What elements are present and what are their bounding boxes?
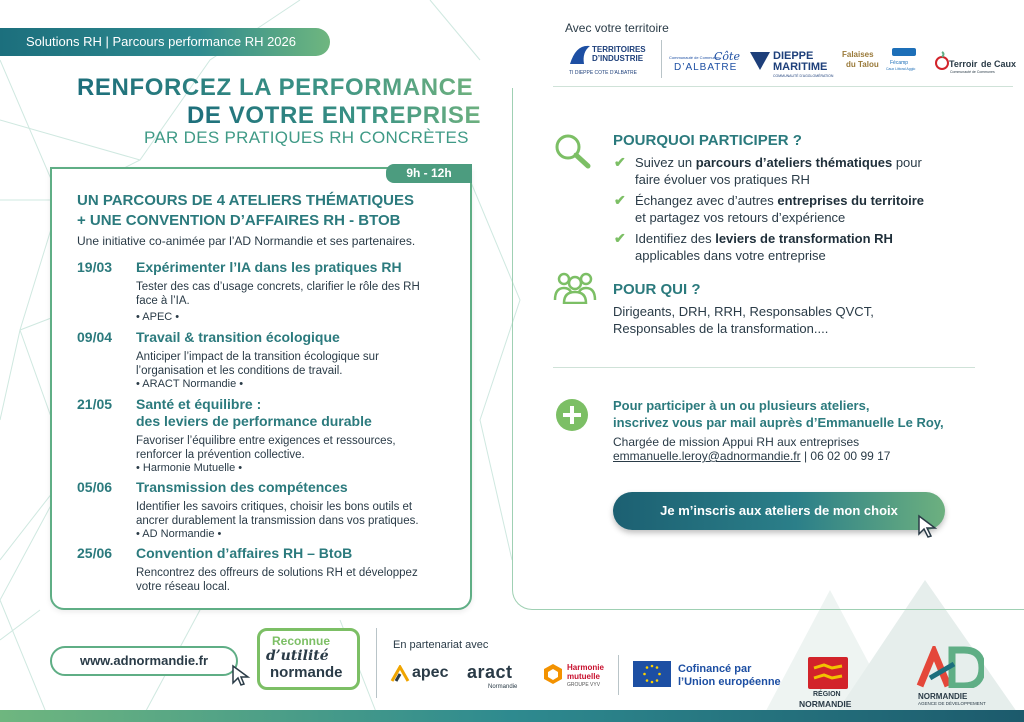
region-text-2: NORMANDIE [799, 699, 852, 709]
aract-sub: Normandie [488, 684, 518, 690]
territory-logo-2-l1: Côte [714, 50, 740, 63]
workshop-title-2: des leviers de performance durable [136, 413, 372, 429]
territory-logo-6-l2: de Caux [981, 59, 1017, 69]
divider [553, 86, 1013, 87]
workshop-desc-1: Favoriser l’équilibre entre exigences et ressources, [136, 435, 396, 447]
headline-line-2: DE VOTRE ENTREPRISE [187, 102, 482, 129]
workshop-desc-1: Tester des cas d’usage concrets, clarifier le rôle des RH [136, 281, 420, 293]
ad-text-2: AGENCE DE DÉVELOPPEMENT [918, 701, 986, 706]
why-bullet-3: Identifiez des leviers de transformation RH [635, 231, 893, 246]
terroir-de-caux-icon [935, 50, 949, 72]
territory-logo-4-l1: Falaises [842, 50, 874, 59]
check-icon: ✔ [614, 154, 626, 170]
why-bullet-2-line2: et partagez vos retours d’expérience [635, 210, 846, 225]
headline-line-1: RENFORCEZ LA PERFORMANCE [77, 74, 474, 101]
territory-logo-4-l2: du Talou [846, 60, 879, 69]
workshop-desc-2: l’organisation et les conditions de travail. [136, 365, 343, 377]
eu-cofinance-text-1: Cofinancé par [678, 663, 752, 675]
contact-role: Chargée de mission Appui RH aux entreprises [613, 435, 860, 449]
magnifier-icon [553, 132, 593, 170]
territory-logo-5-l1: Fécamp [890, 60, 909, 66]
divider [661, 40, 662, 78]
top-banner: Solutions RH | Parcours performance RH 2026 [0, 28, 330, 56]
territory-logo-2-l3: Communauté de Communes [669, 55, 721, 60]
workshop-desc-2: renforcer la prévention collective. [136, 449, 305, 461]
territory-label: Avec votre territoire [565, 21, 669, 35]
website-link[interactable]: www.adnormandie.fr [50, 646, 238, 676]
fecamp-logo-icon [892, 48, 916, 56]
harmonie-logo-icon [542, 663, 564, 685]
apec-logo-icon [390, 665, 410, 683]
apec-logo: apec [412, 664, 449, 681]
ad-text-1: NORMANDIE [918, 692, 968, 701]
badge-text-1: Reconnue [272, 634, 331, 648]
workshop-desc-2: face à l’IA. [136, 295, 190, 307]
territory-logo-1-l2: D’INDUSTRIE [592, 54, 644, 63]
contact-details [613, 449, 890, 463]
harmonie-text-2: mutuelle [567, 672, 600, 681]
divider [376, 628, 377, 698]
workshop-partner: • ARACT Normandie • [136, 378, 244, 390]
workshop-date: 21/05 [77, 396, 113, 412]
divider [553, 367, 975, 368]
why-bullet-2: Échangez avec d’autres entreprises du territoire [635, 193, 925, 208]
eu-cofinance-text-2: l’Union européenne [678, 676, 781, 688]
check-icon: ✔ [614, 230, 626, 246]
card-subtitle: Une initiative co-animée par l’AD Normandie et ses partenaires. [77, 234, 416, 248]
workshop-desc-2: ancrer durablement la transmission dans vos pratiques. [136, 515, 419, 527]
people-group-icon [553, 270, 597, 304]
headline-line-3: PAR DES PRATIQUES RH CONCRÈTES [144, 128, 469, 147]
why-bullet-3-line2: applicables dans votre entreprise [635, 248, 826, 263]
workshop-desc-1: Rencontrez des offreurs de solutions RH et développez [136, 567, 418, 579]
register-button[interactable]: Je m’inscris aux ateliers de mon choix [613, 492, 945, 530]
aract-logo: aract [467, 662, 513, 682]
workshop-partner: • APEC • [136, 311, 180, 323]
contact-email-link[interactable]: emmanuelle.leroy@adnormandie.fr [613, 449, 801, 463]
why-bullet-1: Suivez un parcours d’ateliers thématiques pour [635, 155, 922, 170]
why-bullet-1-line2: faire évoluer vos pratiques RH [635, 172, 810, 187]
card-heading-1: UN PARCOURS DE 4 ATELIERS THÉMATIQUES [77, 192, 414, 209]
why-heading: POURQUOI PARTICIPER ? [613, 132, 802, 149]
workshop-date: 19/03 [77, 259, 113, 275]
workshop-date: 25/06 [77, 545, 113, 561]
contact-heading-1: Pour participer à un ou plusieurs ateliers, [613, 398, 870, 413]
territory-logo-1-l1: TERRITOIRES [592, 45, 646, 54]
who-heading: POUR QUI ? [613, 281, 701, 298]
bottom-gradient-bar [0, 710, 1024, 722]
workshop-desc-1: Identifier les savoirs critiques, choisir les bons outils et [136, 501, 413, 513]
plus-icon [555, 398, 589, 432]
territory-logo-1-l3: TI DIEPPE COTE D’ALBATRE [569, 70, 637, 76]
region-text-1: RÉGION [813, 691, 841, 698]
who-line-2: Responsables de la transformation.... [613, 321, 829, 336]
workshop-date: 09/04 [77, 329, 113, 345]
territory-logo-2-l2: D’ALBATRE [674, 62, 738, 73]
contact-phone: | 06 02 00 99 17 [800, 449, 891, 463]
workshop-title: Expérimenter l’IA dans les pratiques RH [136, 259, 402, 275]
time-badge: 9h - 12h [386, 164, 472, 183]
territory-logo-5-l2: Caux Littoral Agglo [886, 67, 916, 71]
card-heading-2: + UNE CONVENTION D’AFFAIRES RH - BTOB [77, 212, 401, 229]
territoires-industrie-icon [568, 42, 592, 68]
partners-label: En partenariat avec [393, 639, 489, 651]
ad-normandie-logo-icon [916, 646, 984, 688]
territory-logo-3-l2: MARITIME [773, 61, 828, 73]
workshop-title: Transmission des compétences [136, 479, 348, 495]
dieppe-maritime-icon [750, 52, 770, 70]
harmonie-text-1: Harmonie [567, 663, 604, 672]
harmonie-text-3: GROUPE VYV [567, 682, 601, 688]
territory-logo-6-l1: Terroir [949, 59, 978, 69]
territory-logo-3-l1: DIEPPE [773, 50, 814, 62]
cursor-icon [230, 664, 252, 688]
divider [618, 655, 619, 695]
workshop-partner: • AD Normandie • [136, 528, 222, 540]
workshop-date: 05/06 [77, 479, 113, 495]
check-icon: ✔ [614, 192, 626, 208]
workshop-title: Travail & transition écologique [136, 329, 340, 345]
workshop-partner: • Harmonie Mutuelle • [136, 462, 243, 474]
contact-heading-2: inscrivez vous par mail auprès d’Emmanuelle Le Roy, [613, 415, 944, 430]
badge-text-3: normande [270, 664, 343, 681]
who-line-1: Dirigeants, DRH, RRH, Responsables QVCT, [613, 304, 874, 319]
workshop-title: Santé et équilibre : [136, 396, 262, 412]
workshop-desc-2: votre réseau local. [136, 581, 230, 593]
workshop-desc-1: Anticiper l’impact de la transition écologique sur [136, 351, 379, 363]
workshop-title: Convention d’affaires RH – BtoB [136, 545, 353, 561]
territory-logo-3-l3: COMMUNAUTÉ D’AGGLOMÉRATION [773, 74, 834, 78]
badge-text-2: d’utilité [266, 648, 329, 664]
territory-logo-6-l3: Communauté de Communes [950, 70, 995, 74]
eu-flag-icon [633, 661, 671, 687]
region-normandie-logo-icon [808, 657, 848, 689]
cursor-icon [916, 514, 940, 540]
